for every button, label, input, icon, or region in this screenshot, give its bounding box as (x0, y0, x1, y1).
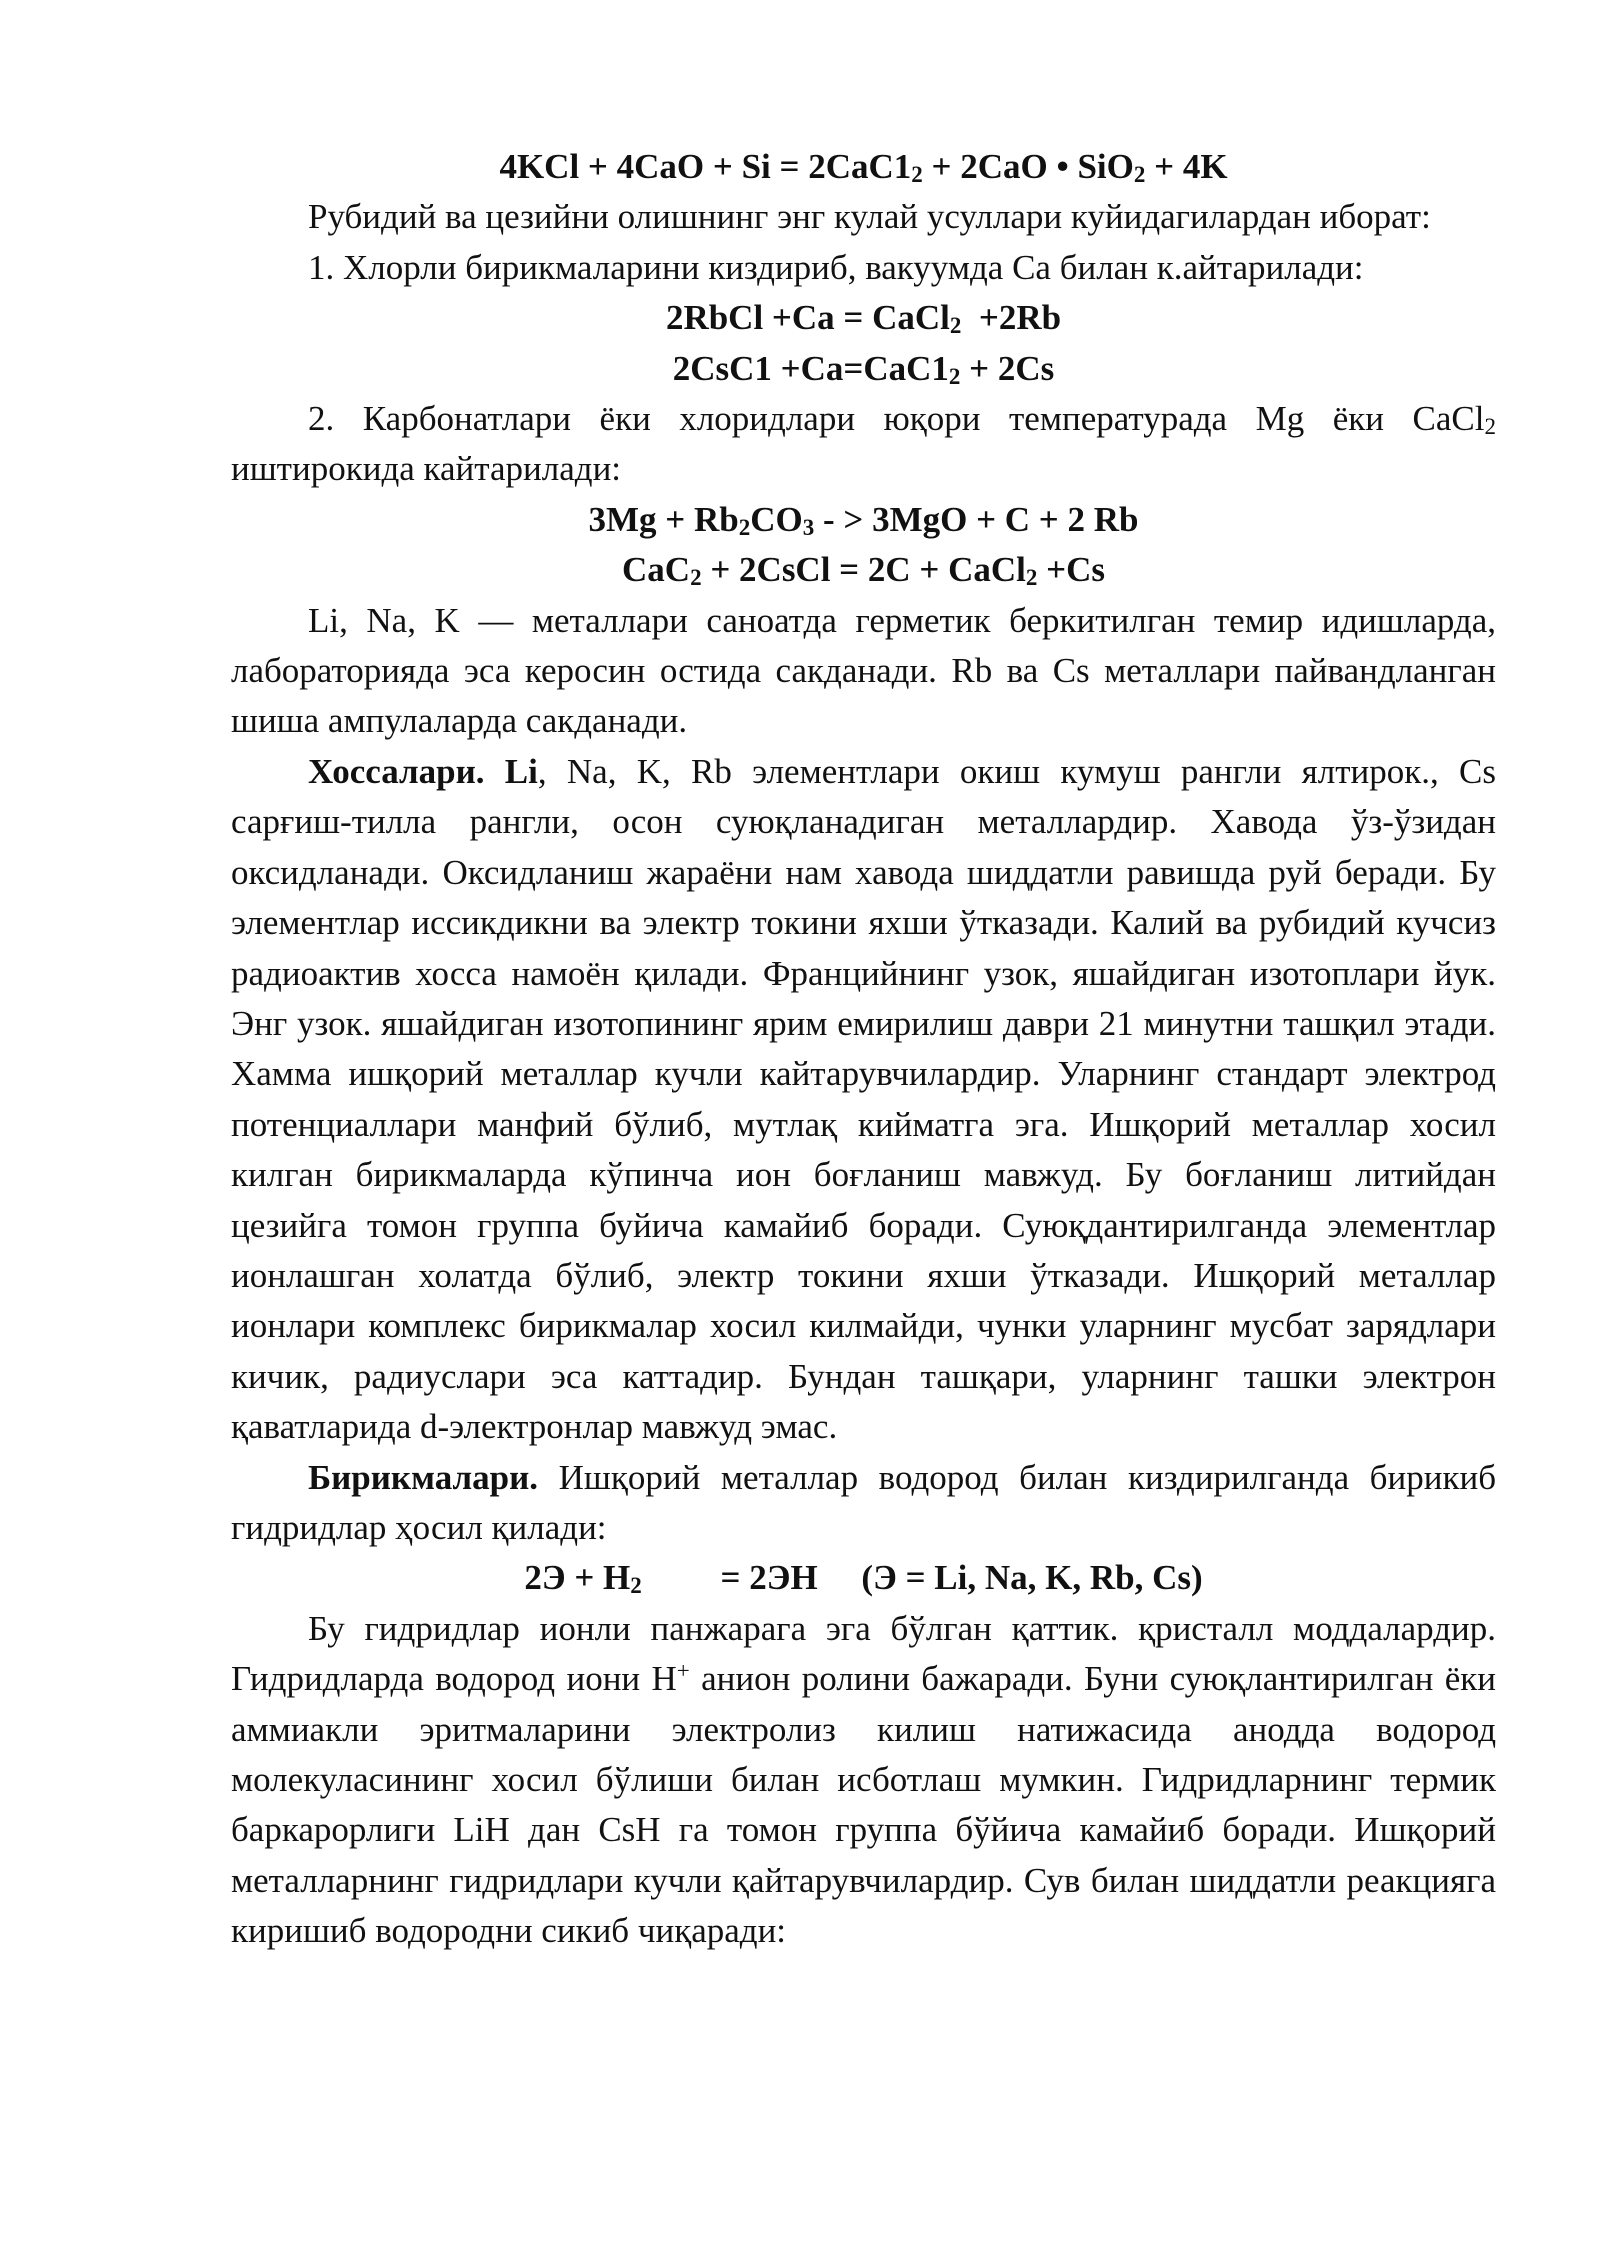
compounds-heading: Бирикмалари. (308, 1457, 539, 1497)
equation-rbcl-ca: 2RbCl +Ca = CaCl$_2$ +2Rb (665, 298, 1062, 339)
paragraph-hydrides: Бу гидридлар ионли панжарага эга бўлган қаттик. қристалл моддалардир. Гидридларда водород иони Н+ анион ролини бажаради. Буни суюқлантирилган ёки аммиакли эритмаларини электролиз килиш натижасида анодда водород молекуласининг хосил бўлиши билан исботлаш мумкин. Гидридларнинг термик баркарорлиги LiН дан CsH га томон группа бўйича камайиб боради. Ишқорий металларнинг гидридлари кучли қайтарувчилардир. Сув билан шиддатли реакцияга киришиб водородни сикиб чиқаради: (231, 1608, 1496, 1951)
paragraph-method-2: 2. Карбонатлари ёки хлоридлари юқори температурада Mg ёки CaCl$_2$ иштирокида кайтарилади: (231, 399, 1496, 489)
document-page (231, 142, 1496, 1957)
paragraph-method-1: 1. Хлорли бирикмаларини киздириб, вакуумда Са билан к.айтарилади: (308, 247, 1364, 287)
paragraph-rubidium-cesium-methods: Рубидий ва цезийни олишнинг энг кулай усуллари куйидагилардан иборат: (308, 197, 1431, 237)
equation-cac2-cscl: CaC$_2$ + 2CsCl = 2C + CaCl$_2$ +Cs (622, 550, 1105, 591)
equation-cscl-ca: $2CsC1 +Ca=CaC1_2 + 2Cs$ (672, 348, 1055, 389)
properties-heading: Хоссалари. Li (308, 751, 538, 791)
paragraph-properties: Хоссалари. Li, Na, K, Rb элементлари окиш кумуш рангли ялтирок., Cs сарғиш-тилла рангли, осон суюқланадиган металлардир. Хавода ўз-ўзидан оксидланади. Оксидланиш жараёни нам хавода шиддатли равишда руй беради. Бу элементлар иссикдикни ва электр токини яхши ўтказади. Калий ва рубидий кучсиз радиоактив хосса намоён қилади. Францийнинг узок, яшайдиган изотоплари йук. Энг узок. яшайдиган изотопининг ярим емирилиш даври 21 минутни ташқил этади. Хамма ишқорий металлар кучли кайтарувчилардир. Уларнинг стандарт электрод потенциаллари манфий бўлиб, мутлақ кийматга эга. Ишқорий металлар хосил килган бирикмаларда кўпинча ион боғланиш мавжуд. Бу боғланиш литийдан цезийга томон группа буйича камайиб боради. Суюқдантирилганда элементлар ионлашган холатда бўлиб, электр токини яхши ўтказади. Ишқорий металлар ионлари комплекс бирикмалар хосил килмайди, чунки уларнинг мусбат зарядлари кичик, радиуслари эса каттадир. Бундан ташқари, уларнинг ташки электрон қаватларида d-электронлар мавжуд эмас. (231, 751, 1496, 1447)
equation-hydride-formation: $2Э + Н_2$ = 2ЭН (Э = Li, Na, K, Rb, Cs) (524, 1558, 1203, 1599)
paragraph-compounds: Бирикмалари. Ишқорий металлар водород билан киздирилганда бирикиб гидридлар ҳосил қилади: (231, 1457, 1496, 1547)
equation-mg-rb2co3: $3Mg + Rb_2CO_3$ - > 3MgO + C + 2 Rb (588, 499, 1139, 540)
paragraph-storage: Li, Na, K — металлари саноатда герметик беркитилган темир идишларда, лабораторияда эса керосин остида сакданади. Rb ва Cs металлари пайвандланган шиша ампулаларда сакданади. (231, 600, 1496, 741)
equation-kcl-cao-si: $4KCl + 4CaO + Si = 2CaC1_2 + 2CaO$ • SiO$_2$ + 4K (499, 147, 1228, 187)
